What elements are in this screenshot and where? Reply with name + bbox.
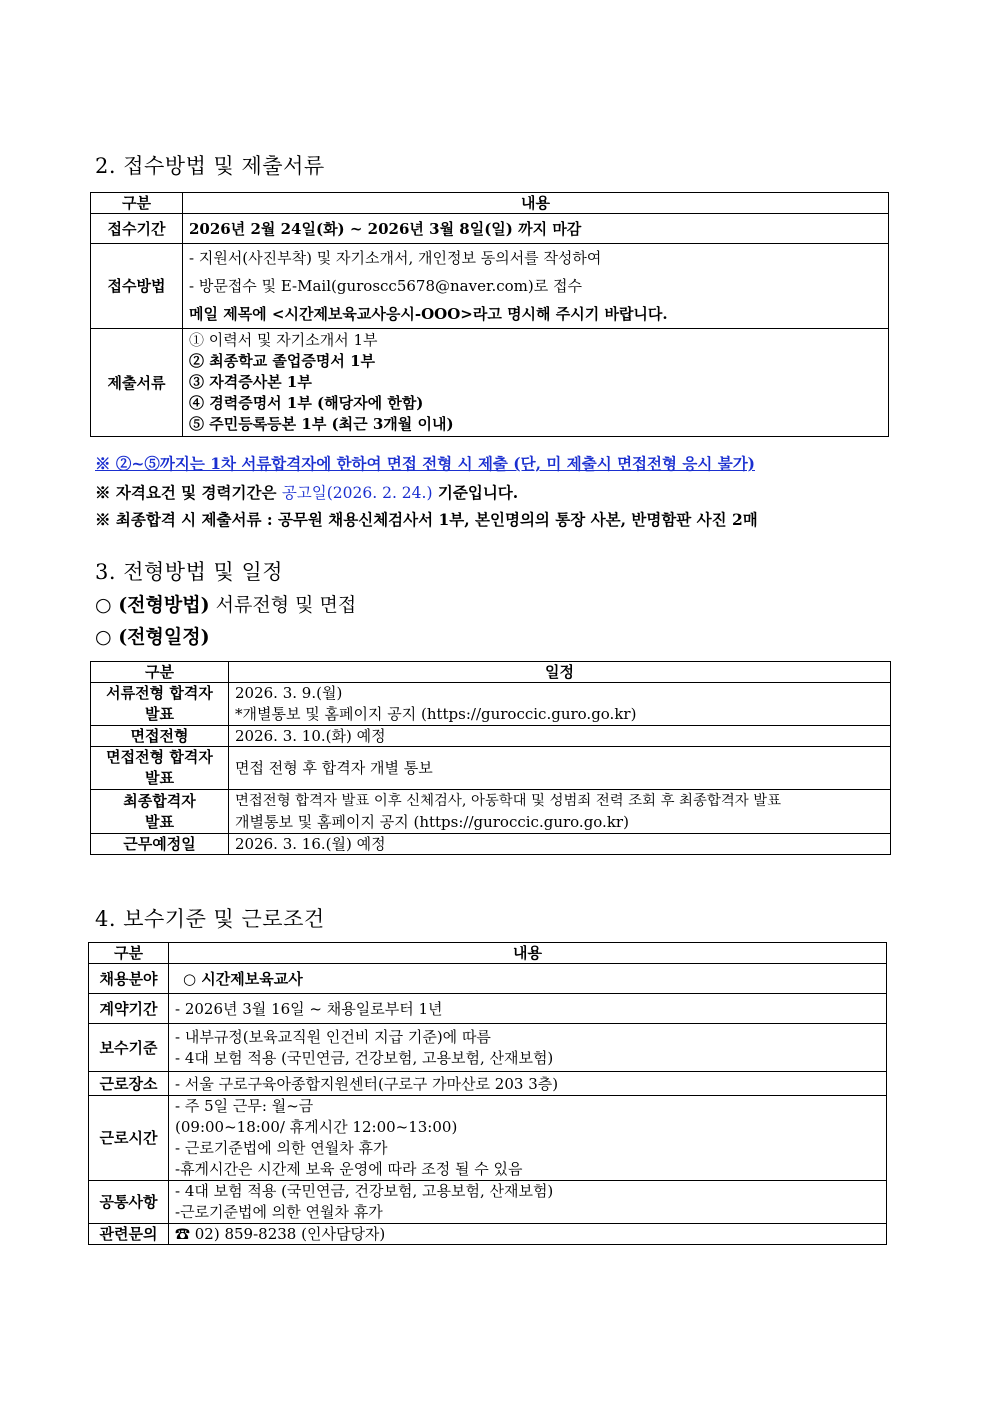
table-row <box>91 329 889 437</box>
row-label: 공통사항 <box>89 1181 169 1224</box>
note-text: 기준입니다. <box>432 483 519 502</box>
label-line: 발표 <box>145 812 174 831</box>
schedule-cell <box>229 790 891 834</box>
row-label: 채용분야 <box>89 964 169 994</box>
job-field: ○ 시간제보육교사 <box>169 964 887 994</box>
section4-title: 4. 보수기준 및 근로조건 <box>95 907 325 931</box>
schedule-line: 면접전형 합격자 발표 이후 신체검사, 아동학대 및 성범죄 전력 조회 후 최종합격자 발표 <box>235 792 782 809</box>
label-line: 발표 <box>145 705 174 723</box>
application-table <box>90 192 889 437</box>
note-date: 공고일(2026. 2. 24.) <box>281 484 433 502</box>
row-label: 접수기간 <box>91 214 183 244</box>
selection-method-label: ○ (전형방법) <box>95 594 210 616</box>
row-label <box>91 683 229 726</box>
row-label: 근무예정일 <box>91 834 229 855</box>
document-item: ③ 자격증사본 1부 <box>189 373 312 391</box>
schedule-table <box>90 661 891 855</box>
table-row <box>91 726 891 747</box>
note-final-docs: ※ 최종합격 시 제출서류 : 공무원 채용신체검사서 1부, 본인명의의 통장 사본, 반명함판 사진 2매 <box>95 510 758 529</box>
hours-line: - 근로기준법에 의한 연월차 휴가 <box>175 1139 388 1157</box>
document-item: ④ 경력증명서 1부 (해당자에 한함) <box>189 394 424 412</box>
hours-line: -휴게시간은 시간제 보육 운영에 따라 조정 될 수 있음 <box>175 1160 523 1178</box>
hours-line: - 주 5일 근무: 월~금 <box>175 1097 314 1115</box>
row-label <box>91 747 229 790</box>
table-row <box>89 1224 887 1245</box>
header-category: 구분 <box>91 193 183 214</box>
header-schedule: 일정 <box>229 662 891 683</box>
common-line: -근로기준법에 의한 연월차 휴가 <box>175 1203 383 1221</box>
schedule-line: 2026. 3. 9.(월) <box>235 684 343 702</box>
selection-schedule-label <box>95 622 210 649</box>
selection-method <box>95 590 356 617</box>
table-row <box>91 790 891 834</box>
note-eligibility <box>95 481 518 503</box>
note-text: ※ 자격요건 및 경력기간은 <box>95 483 282 502</box>
pay-line: - 4대 보험 적용 (국민연금, 건강보험, 고용보험, 산재보험) <box>175 1048 554 1067</box>
table-row <box>89 1096 887 1181</box>
schedule-line: *개별통보 및 홈페이지 공지 (https://guroccic.guro.go.kr) <box>235 705 637 723</box>
conditions-table <box>88 942 887 1245</box>
application-method <box>183 244 889 329</box>
label-line: 발표 <box>145 769 174 787</box>
header-category: 구분 <box>91 662 229 683</box>
row-label: 제출서류 <box>91 329 183 437</box>
label-line: 최종합격자 <box>123 791 196 810</box>
section3-title: 3. 전형방법 및 일정 <box>95 560 284 584</box>
document-item: ① 이력서 및 자기소개서 1부 <box>189 331 378 349</box>
common-line: - 4대 보험 적용 (국민연금, 건강보험, 고용보험, 산재보험) <box>175 1182 554 1200</box>
section2-title: 2. 접수방법 및 제출서류 <box>95 154 325 178</box>
required-documents <box>183 329 889 437</box>
contact-info: ☎ 02) 859-8238 (인사담당자) <box>169 1224 887 1245</box>
table-row <box>91 683 891 726</box>
table-row <box>89 994 887 1024</box>
common-items <box>169 1181 887 1224</box>
table-row <box>89 964 887 994</box>
method-line: - 지원서(사진부착) 및 자기소개서, 개인정보 동의서를 작성하여 <box>189 249 602 267</box>
application-period: 2026년 2월 24일(화) ~ 2026년 3월 8일(일) 까지 마감 <box>183 214 889 244</box>
schedule-cell: 2026. 3. 16.(월) 예정 <box>229 834 891 855</box>
work-place: - 서울 구로구육아종합지원센터(구로구 가마산로 203 3층) <box>169 1072 887 1096</box>
contract-period: - 2026년 3월 16일 ~ 채용일로부터 1년 <box>169 994 887 1024</box>
work-hours <box>169 1096 887 1181</box>
table-row <box>89 1072 887 1096</box>
row-label: 근로시간 <box>89 1096 169 1181</box>
schedule-cell: 2026. 3. 10.(화) 예정 <box>229 726 891 747</box>
schedule-cell: 면접 전형 후 합격자 개별 통보 <box>229 747 891 790</box>
row-label: 접수방법 <box>91 244 183 329</box>
schedule-line: 개별통보 및 홈페이지 공지 (https://guroccic.guro.go.kr) <box>235 812 629 831</box>
header-content: 내용 <box>183 193 889 214</box>
row-label <box>91 790 229 834</box>
header-content: 내용 <box>169 943 887 964</box>
pay-standard <box>169 1024 887 1072</box>
hours-line: (09:00~18:00/ 휴게시간 12:00~13:00) <box>175 1118 458 1136</box>
document-item: ⑤ 주민등록등본 1부 (최근 3개월 이내) <box>189 415 454 433</box>
schedule-label: ○ (전형일정) <box>95 626 210 648</box>
document-item: ② 최종학교 졸업증명서 1부 <box>189 352 376 370</box>
method-line: 메일 제목에 <시간제보육교사응시-OOO>라고 명시해 주시기 바랍니다. <box>189 305 668 323</box>
label-line: 면접전형 합격자 <box>106 748 213 766</box>
row-label: 보수기준 <box>89 1024 169 1072</box>
pay-line: - 내부규정(보육교직원 인건비 지급 기준)에 따름 <box>175 1027 491 1046</box>
note-interview-docs: ※ ②~⑤까지는 1차 서류합격자에 한하여 면접 전형 시 제출 (단, 미 제출시 면접전형 응시 불가) <box>95 454 755 473</box>
selection-method-text: 서류전형 및 면접 <box>209 594 357 616</box>
row-label: 근로장소 <box>89 1072 169 1096</box>
row-label: 관련문의 <box>89 1224 169 1245</box>
table-row <box>91 834 891 855</box>
row-label: 면접전형 <box>91 726 229 747</box>
table-row <box>91 747 891 790</box>
table-row <box>89 1024 887 1072</box>
schedule-cell <box>229 683 891 726</box>
method-line: - 방문접수 및 E-Mail(guroscc5678@naver.com)로 접수 <box>189 277 582 295</box>
table-row <box>91 214 889 244</box>
table-row <box>89 1181 887 1224</box>
label-line: 서류전형 합격자 <box>106 684 213 702</box>
table-row <box>91 244 889 329</box>
header-category: 구분 <box>89 943 169 964</box>
row-label: 계약기간 <box>89 994 169 1024</box>
